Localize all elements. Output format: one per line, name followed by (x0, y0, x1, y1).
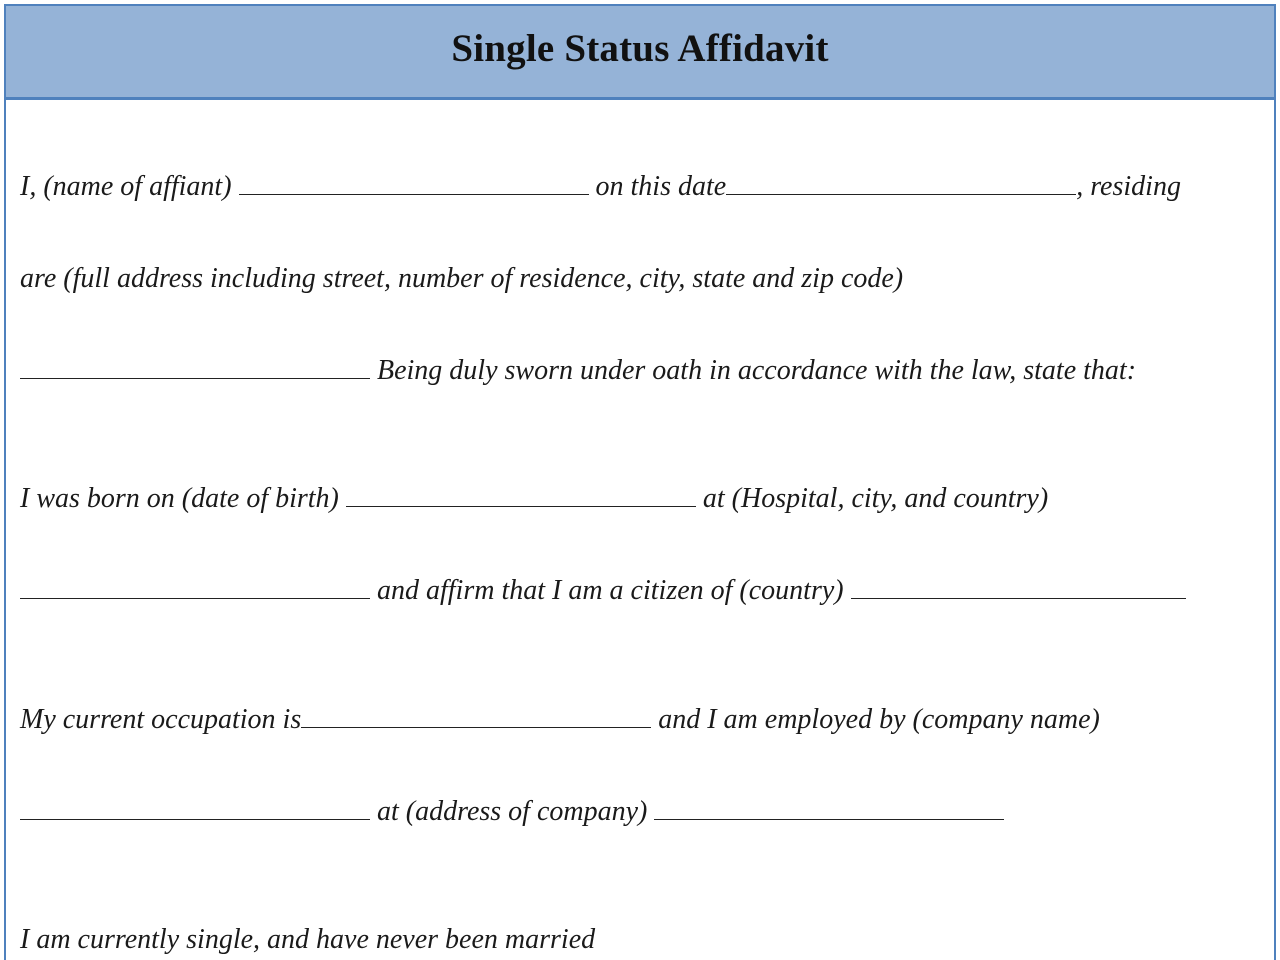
birth-date-label: I was born on (date of birth) (20, 483, 346, 514)
title-bar (6, 6, 1274, 100)
form-line-occupation (20, 703, 1100, 737)
form-line-address-label (20, 262, 903, 296)
single-status-statement: I am currently single, and have never been married (20, 924, 596, 955)
residing-label: , residing (1076, 171, 1181, 202)
date-field[interactable] (726, 172, 1076, 195)
occupation-field[interactable] (301, 705, 651, 728)
occupation-label: My current occupation is (20, 704, 302, 735)
affiant-name-label: I, (name of affiant) (20, 171, 239, 202)
birth-date-field[interactable] (346, 484, 696, 507)
form-line-affiant (20, 170, 1181, 204)
form-line-address (20, 354, 1136, 388)
date-label: on this date (588, 171, 727, 202)
form-frame (4, 4, 1276, 960)
oath-statement: Being duly sworn under oath in accordance with the law, state that: (370, 355, 1137, 386)
address-field[interactable] (20, 356, 370, 379)
form-line-single-status (20, 923, 595, 957)
company-address-field[interactable] (654, 797, 1004, 820)
employer-label: and I am employed by (company name) (651, 704, 1100, 735)
employer-field[interactable] (20, 797, 370, 820)
birth-place-label: at (Hospital, city, and country) (695, 483, 1049, 514)
birth-place-field[interactable] (20, 576, 370, 599)
affiant-name-field[interactable] (239, 172, 589, 195)
address-label: are (full address including street, number of residence, city, state and zip code) (20, 263, 904, 294)
citizenship-label: and affirm that I am a citizen of (country) (370, 575, 851, 606)
form-line-birth (20, 482, 1048, 516)
form-line-citizenship (20, 574, 1186, 608)
form-line-company-address (20, 795, 1004, 829)
company-address-label: at (address of company) (370, 796, 655, 827)
page-title: Single Status Affidavit (451, 27, 829, 70)
citizenship-field[interactable] (851, 576, 1186, 599)
